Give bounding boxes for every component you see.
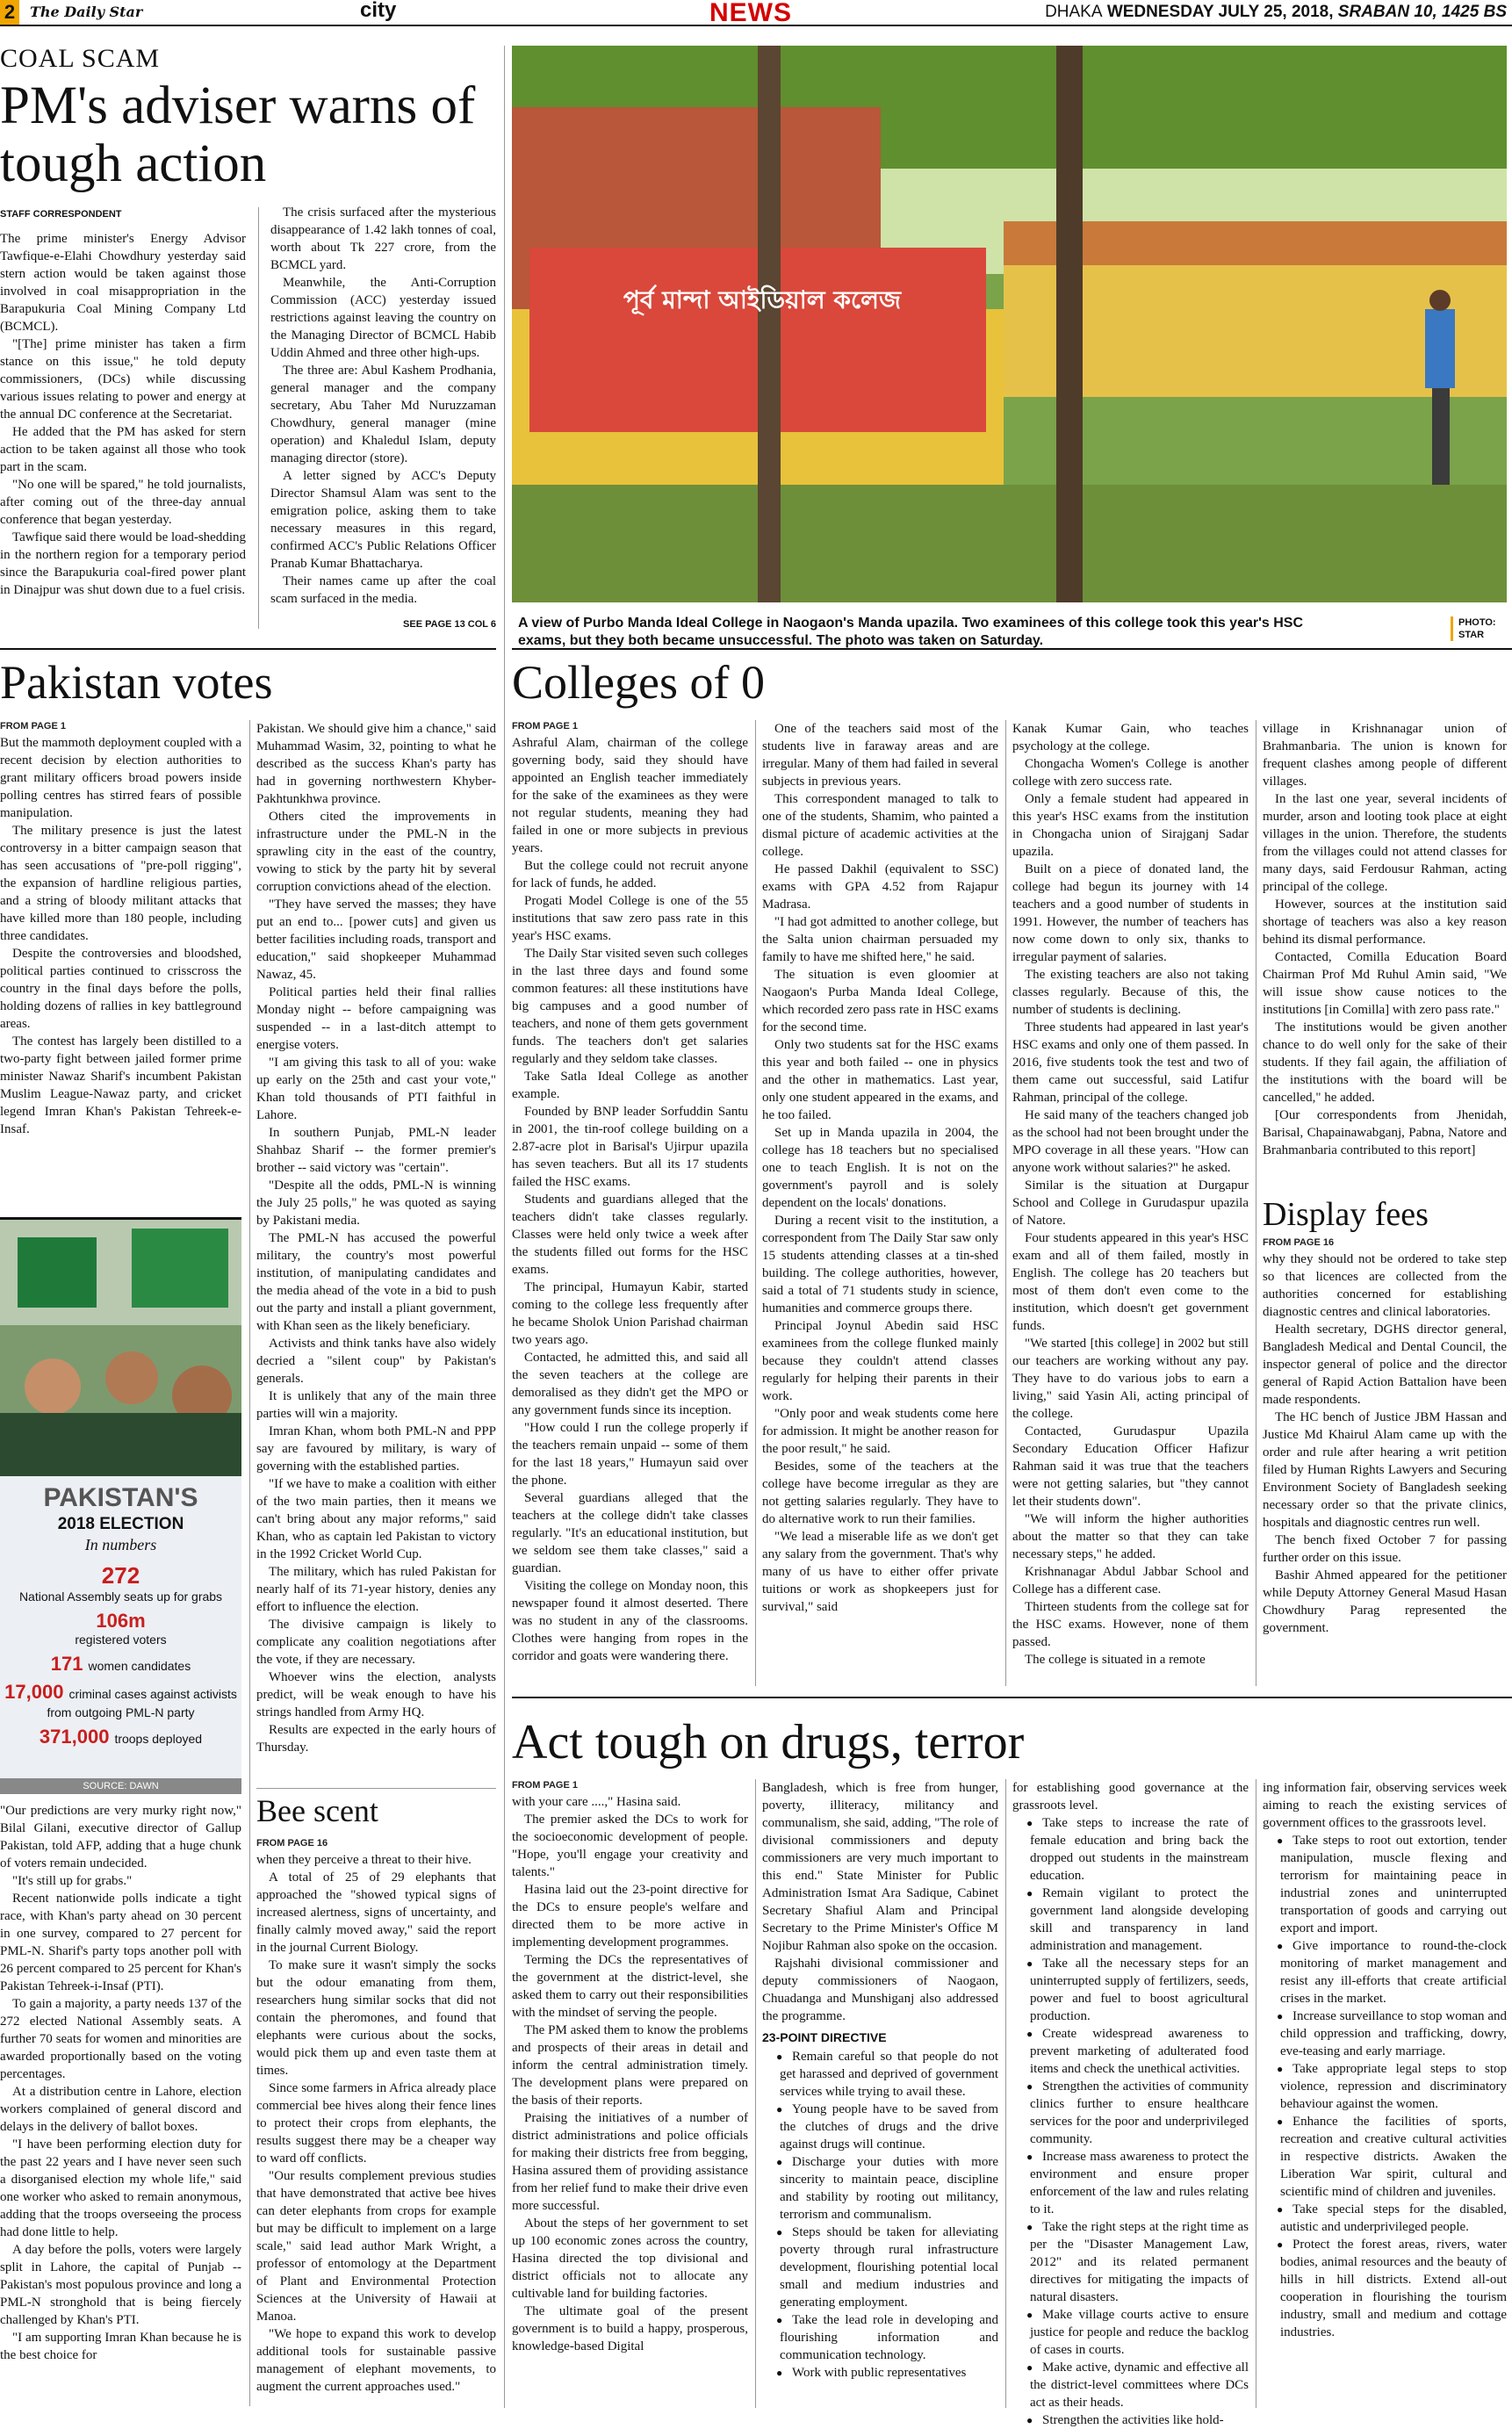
paragraph: Others cited the improvements in infrastructure under the PML-N in the sprawling city in the east of the country, vowing to stick by the party hit by several corruption convictions ahead of the election.: [256, 810, 496, 894]
paragraph: "Our predictions are very murky right now," Bilal Gilani, executive director of Gallup Pakistan, told AFP, adding that a huge chunk of voters remain undecided.: [0, 1804, 241, 1870]
paragraph: Their names came up after the coal scam surfaced in the media.: [270, 574, 496, 606]
paragraph: Tawfique said there would be load-shedding in the northern region for a temporary period since the Barapukuria coal-fired power plant in Dinajpur was shut down due to a fuel crisis.: [0, 530, 246, 597]
photo-credit-source: STAR: [1458, 630, 1485, 640]
infobox-stat: [0, 1681, 241, 1720]
paragraph: Hasina laid out the 23-point directive for the DCs to ensure people's welfare and directed them to be more active in implementing development programmes.: [512, 1883, 748, 1950]
directive-bullet: ● Enhance the facilities of sports, recreation and creative cultural activities in respective districts. Awaken the Liberation War spirit, cultural and scientific mind of children and juveniles.: [1263, 2113, 1507, 2201]
paragraph: "We hope to expand this work to develop additional tools for sustainable passive management of elephant movements, to augment the current approaches used.": [256, 2327, 496, 2394]
dateline-bangla: SRABAN 10, 1425 BS: [1337, 3, 1507, 21]
paragraph: Recent nationwide polls indicate a tight race, with Khan's party ahead on 30 percent in one survey, compared to 27 percent for PML-N. Sharif's party tops another poll with 26 percent compared to 25 percent for Khan's Pakistan Tehreek-i-Insaf (PTI).: [0, 1892, 241, 1993]
paragraph: Chongacha Women's College is another college with zero success rate.: [1012, 757, 1249, 789]
dateline-city: DHAKA: [1045, 3, 1103, 21]
paragraph: Similar is the situation at Durgapur School and College in Gurudaspur upazila of Natore.: [1012, 1178, 1249, 1228]
paragraph: "It's still up for grabs.": [12, 1874, 133, 1888]
paragraph: Principal Joynul Abedin said HSC examinees from the college flunked mainly because they couldn't attend classes regularly for helping their parents in their work.: [762, 1319, 998, 1403]
drugs-from: FROM PAGE 1: [512, 1780, 578, 1791]
paragraph: Students and guardians alleged that the teachers didn't take classes regularly. Classes were held only twice a week after the students filled out forms for the HSC exams.: [512, 1193, 748, 1277]
paragraph: But the college could not recruit anyone for lack of funds, he added.: [512, 859, 748, 890]
colleges-from: FROM PAGE 1: [512, 721, 578, 732]
colleges-column-4: [1263, 720, 1507, 1194]
fees-headline: Display fees: [1263, 1196, 1429, 1233]
paragraph: To make sure it wasn't simply the socks but the odour emanating from them, researchers hung similar socks that did not contain the pheromones, and found that elephants were curious about the socks, would pick them up and even taste them at times.: [256, 1958, 496, 2078]
paragraph: Ashraful Alam, chairman of the college governing body, said they should have appointed an English teacher immediately for the sake of the examinees as they were not regular students, meaning they had failed in one or more subjects in previous years.: [512, 736, 748, 855]
paragraph: Pakistan. We should give him a chance," said Muhammad Wasim, 32, pointing to what he described as the success Khan's party has had in governing northwestern Khyber-Pakhtunkhwa province.: [256, 722, 496, 806]
paragraph: At a distribution centre in Lahore, election workers complained of general discord and delays in the delivery of ballot boxes.: [0, 2085, 241, 2134]
paragraph: Bashir Ahmed appeared for the petitioner while Deputy Attorney General Masud Hasan Chowdhury Parag represented the government.: [1263, 1568, 1507, 1635]
dateline-date: WEDNESDAY JULY 25, 2018,: [1106, 3, 1334, 21]
paragraph: The bench fixed October 7 for passing further order on this issue.: [1263, 1533, 1507, 1565]
paragraph: [Our correspondents from Jhenidah, Barisal, Chapainawabganj, Pabna, Natore and Brahmanbaria contributed to this report]: [1263, 1108, 1507, 1157]
paragraph: "[The] prime minister has taken a firm stance on this issue," he told deputy commissioners, (DCs) while discussing various issues relating to power and energy at the annual DC conference at the Secretariat.: [0, 337, 246, 422]
paragraph: The Daily Star visited seven such colleges in the last three days and found some common features: all these institutions have big campuses and a good number of teachers, and none of them gets government funds. The teachers don't get salaries regularly and they seldom take classes.: [512, 947, 748, 1066]
college-sign-text: পূর্ব মান্দা আইডিয়াল কলেজ: [623, 285, 902, 314]
paragraph: The military presence is just the latest controversy in a bitter campaign season that has seen accusations of "pre-poll rigging", the expansion of hardline religious parties, and a string of bloody militant attacks that have killed more than 180 people, including three candidates.: [0, 824, 241, 943]
directive-bullet: ● Increase surveillance to stop woman and child oppression and trafficking, dowry, eve-teasing and early marriage.: [1263, 2007, 1507, 2060]
directive-bullet: ● Increase mass awareness to protect the environment and ensure proper enforcement of the law and rules relating to it.: [1012, 2148, 1249, 2218]
paragraph: The premier asked the DCs to work for the socioeconomic development of people. "Hope, you'll engage your creativity and talents.": [512, 1813, 748, 1879]
directive-bullet: ● Work with public representatives: [762, 2364, 998, 2382]
stat-label: criminal cases against activists from outgoing PML-N party: [47, 1687, 237, 1719]
college-photo-illustration: [512, 46, 1507, 602]
paragraph: Contacted, Gurudaspur Upazila Secondary Education Officer Hafizur Rahman said it was true that the teachers were not getting salaries, but "they cannot let their students down".: [1012, 1424, 1249, 1509]
directive-bullet: ● Make village courts active to ensure justice for people and reduce the backlog of cases in courts.: [1012, 2306, 1249, 2359]
directive-bullet: ● Young people have to be saved from the clutches of drugs and the drive against drugs will continue.: [762, 2101, 998, 2153]
stat-value: 272: [101, 1562, 140, 1589]
infobox-photo: [0, 1220, 241, 1476]
paragraph: The situation is even gloomier at Naogaon's Purba Manda Ideal College, which recorded zero pass rate in HSC exams for the second time.: [762, 968, 998, 1034]
paragraph: Political parties held their final rallies Monday night -- before campaigning was suspended -- in a last-ditch attempt to energise voters.: [256, 985, 496, 1052]
infobox-title: PAKISTAN'S: [43, 1483, 198, 1512]
paragraph: Set up in Manda upazila in 2004, the college has 18 teachers but no specialised one to teach English. It is not on the government's payroll and is solely dependent on the locals' donations.: [762, 1126, 998, 1210]
paragraph: This correspondent managed to talk to one of the students, Shamim, who painted a dismal picture of academic activities at the college.: [762, 792, 998, 859]
paragraph: The institutions would be given another chance to do well only for the sake of their students. If they fail again, the affiliation of the institutions with the board will be cancelled," he added.: [1263, 1020, 1507, 1105]
paragraph: Four students appeared in this year's HSC exam and all of them failed, mostly in English. The college has 20 teachers but most of them don't even come to the institution, which doesn't get government funds.: [1012, 1231, 1249, 1333]
stat-value: 106m: [96, 1610, 146, 1632]
paragraph: Rajshahi divisional commissioner and deputy commissioners of Naogaon, Chuadanga and Munshiganj also addressed the programme.: [762, 1957, 998, 2023]
paragraph: why they should not be ordered to take step so that licences are collected from the authorities concerned for establishing diagnostic centres and clinical laboratories.: [1263, 1252, 1507, 1319]
paragraph: The principal, Humayun Kabir, started coming to the college less frequently after he became Sholok Union Parishad chairman two years ago.: [512, 1280, 748, 1347]
paragraph: Whoever wins the election, analysts predict, will be weak enough to have his strings handled from Army HQ.: [256, 1670, 496, 1719]
infobox-in-numbers: In numbers: [84, 1536, 157, 1553]
directive-bullet: ● Take special steps for the disabled, autistic and underprivileged people.: [1263, 2201, 1507, 2236]
paragraph: Activists and think tanks have also widely decried a "silent coup" by Pakistan's generals.: [256, 1337, 496, 1386]
paragraph: Kanak Kumar Gain, who teaches psychology at the college.: [1012, 722, 1249, 753]
colleges-column-1: [512, 734, 748, 1690]
paragraph: Thirteen students from the college sat for the HSC exams. However, none of them passed.: [1012, 1600, 1249, 1649]
paragraph: Health secretary, DGHS director general, Bangladesh Medical and Dental Council, the inspector general of police and the director general of Rapid Action Battalion have been made respondents.: [1263, 1323, 1507, 1407]
paragraph: "If we have to make a coalition with either of the two main parties, then it means we can't bring about any major reforms," said Khan, who as captain led Pakistan to victory in the 1992 Cricket World Cup.: [256, 1477, 496, 1561]
paragraph: In southern Punjab, PML-N leader Shahbaz Sharif -- the former premier's brother -- said victory was "certain".: [256, 1126, 496, 1175]
paragraph: Krishnanagar Abdul Jabbar School and College has a different case.: [1012, 1565, 1249, 1597]
directive-bullet: ● Take the lead role in developing and flourishing information and communication technology.: [762, 2311, 998, 2364]
paragraph: Despite the controversies and bloodshed, political parties continued to crisscross the country in the final days before the polls, holding dozens of rallies in key battleground areas.: [0, 947, 241, 1031]
photo-caption: A view of Purbo Manda Ideal College in Naogaon's Manda upazila. Two examinees of this college took this year's HSC exams, but they both became unsuccessful. The photo was taken on Saturday.: [518, 616, 1304, 648]
directive-bullet: ● Remain careful so that people do not get harassed and deprived of government services while trying to avail these.: [762, 2048, 998, 2101]
stat-value: 171: [50, 1653, 83, 1675]
paragraph: "I had got admitted to another college, but the Salta union chairman persuaded my family to have me shifted here," he said.: [762, 915, 998, 964]
directive-bullet: ● Protect the forest areas, rivers, water bodies, animal resources and the beauty of hills in hill districts. Extend all-out cooperation in flourishing the tourism industry, small and medium and cottage industries.: [1263, 2236, 1507, 2341]
paragraph: Bangladesh, which is free from hunger, poverty, illiteracy, militancy and communalism, she said, adding, "The role of divisional commissioners and deputy commissioners are very much important to this end." State Minister for Public Administration Ismat Ara Sadique, Cabinet Secretary Shafiul Alam and Principal Secretary to the Prime Minister's Office M Nojibur Rahman also spoke on the occasion.: [762, 1781, 998, 1953]
coal-column-1: [0, 230, 246, 634]
coal-headline: PM's adviser warns of tough action: [0, 76, 476, 193]
paragraph: ing information fair, observing services week aiming to reach the existing services of government offices to the grassroots level.: [1263, 1781, 1507, 1830]
drugs-column-2: [762, 1779, 998, 2413]
colleges-column-2: [762, 720, 998, 1690]
stat-label: troops deployed: [114, 1732, 203, 1746]
infobox-stat: [0, 1726, 241, 1748]
coal-jump[interactable]: SEE PAGE 13 COL 6: [403, 619, 496, 630]
election-infobox: [0, 1217, 241, 1791]
paragraph: The college is situated in a remote: [1025, 1653, 1206, 1667]
pakistan-column-2: [256, 720, 496, 1786]
paragraph: Terming the DCs the representatives of the government at the district-level, she asked them to carry out their responsibilities with the mindset of serving the people.: [512, 1953, 748, 2020]
paragraph: A day before the polls, voters were largely split in Lahore, the capital of Punjab -- Pakistan's most populous province and long a PML-N stronghold that is being fiercely challenged by Khan's PTI.: [0, 2243, 241, 2327]
paragraph: A total of 25 of 29 elephants that approached the "showed typical signs of increased alertness, signs of uncertainty, and finally calmly moved away," said the report in the journal Current Biology.: [256, 1870, 496, 1955]
paragraph: "We lead a miserable life as we don't get any salary from the government. That's why many of us have to either offer private tuitions or work as shopkeepers just for survival," said: [762, 1530, 998, 1614]
section-city: city: [360, 0, 397, 22]
stat-value: 17,000: [4, 1681, 64, 1703]
paragraph: "I am supporting Imran Khan because he is the best choice for: [0, 2331, 241, 2362]
stat-value: 371,000: [39, 1726, 110, 1748]
coal-column-2: [270, 204, 496, 616]
paragraph: He said many of the teachers changed job as the school had not been brought under the MPO coverage in all these years. "How can anyone work without salaries?" he asked.: [1012, 1108, 1249, 1175]
paragraph: A letter signed by ACC's Deputy Director Shamsul Alam was sent to the emigration police, asking them to take necessary measures in this regard, confirmed ACC's Public Relations Officer Pranab Kumar Bhattacharya.: [270, 469, 496, 571]
paragraph: The existing teachers are also not taking classes regularly. Because of this, the number of students is declining.: [1012, 968, 1249, 1017]
infobox-stat: [0, 1610, 241, 1647]
paragraph: Built on a piece of donated land, the college had begun its journey with 14 teachers and a good number of students in 1991. However, the number of teachers has now come down to only six, thanks to irregular payment of salaries.: [1012, 862, 1249, 964]
pakistan-headline: Pakistan votes: [0, 656, 273, 709]
paragraph: village in Krishnanagar union of Brahmanbaria. The union is known for frequent clashes among people of different villages.: [1263, 722, 1507, 789]
paragraph: Several guardians alleged that the teachers at the college didn't take classes regularly. "It's an educational institution, but we seldom see them take classes," said a guardian.: [512, 1491, 748, 1575]
paragraph: "I am giving this task to all of you: wake up early on the 25th and cast your vote," Khan told thousands of PTI faithful in Lahore.: [256, 1056, 496, 1122]
pakistan-column-1: [0, 734, 241, 1217]
paragraph: Results are expected in the early hours of Thursday.: [256, 1723, 496, 1755]
drugs-column-1: [512, 1793, 748, 2413]
masthead: [0, 0, 1512, 26]
paragraph: Besides, some of the teachers at the college have become irregular as they are not getting salaries regularly. They have to do alternative work to run their families.: [762, 1460, 998, 1526]
page-number: 2: [0, 0, 19, 25]
directive-bullet: ● Take the right steps at the right time as per the "Disaster Management Law, 2012" and its related permanent directives for mitigating the impacts of natural disasters.: [1012, 2218, 1249, 2306]
paragraph: But the mammoth deployment coupled with a recent decision by election authorities to grant military officers broad powers inside polling centres has stirred fears of possible manipulation.: [0, 736, 241, 820]
paragraph: when they perceive a threat to their hive.: [256, 1853, 472, 1867]
directive-bullet: ● Steps should be taken for alleviating poverty through rural infrastructure development, flourishing potential local small and medium industries and generating employment.: [762, 2224, 998, 2311]
paragraph: for establishing good governance at the grassroots level.: [1012, 1781, 1249, 1813]
section-news: NEWS: [709, 0, 792, 27]
infobox-subtitle: 2018 ELECTION: [57, 1515, 184, 1533]
drugs-column-3: [1012, 1779, 1249, 2427]
paragraph: About the steps of her government to set up 100 economic zones across the country, Hasina directed the top divisional and district officials not to allocate any cultivable land for building factories.: [512, 2216, 748, 2301]
drugs-headline: Act tough on drugs, terror: [512, 1715, 1025, 1769]
directive-bullet: ● Strengthen the activities of community clinics further to ensure healthcare services for the poor and underprivileged community.: [1012, 2078, 1249, 2148]
photo-credit-label: PHOTO:: [1458, 617, 1496, 628]
infobox-stat: [0, 1562, 241, 1604]
paragraph: The prime minister's Energy Advisor Tawfique-e-Elahi Chowdhury yesterday said stern action would be taken against those involved in coal misappropriation in the Barapukuria Coal Mining Company Ltd (BCMCL).: [0, 232, 246, 334]
paragraph: He passed Dakhil (equivalent to SSC) exams with GPA 4.52 from Rajapur Madrasa.: [762, 862, 998, 912]
pakistan-column-1-lower: [0, 1802, 241, 2413]
paragraph: He added that the PM has asked for stern action to be taken against all those who took part in the scam.: [0, 425, 246, 474]
directive-subhead: 23-POINT DIRECTIVE: [762, 2030, 887, 2044]
directive-bullet: ● Take steps to root out extortion, tender manipulation, muscle flexing and terrorism for maintaining peace in industrial zones and uninterrupted transportation of goods and carrying out export and import.: [1263, 1832, 1507, 1937]
paragraph: Praising the initiatives of a number of district administrations and police officials for making their districts free from begging, Hasina assured them of providing assistance from her relief fund to make their drive even more successful.: [512, 2111, 748, 2213]
paragraph: The crisis surfaced after the mysterious disappearance of 1.42 lakh tonnes of coal, worth about Tk 227 crore, from the BCMCL yard.: [270, 205, 496, 272]
fees-column: [1263, 1251, 1507, 1690]
paragraph: The military, which has ruled Pakistan for nearly half of its 71-year history, denies any effort to influence the election.: [256, 1565, 496, 1614]
paragraph: The three are: Abul Kashem Prodhania, general manager and the company secretary, Abu Taher Md Nuruzzaman Chowdhury, general manager (mine operation) and Khaledul Islam, deputy managing director (store).: [270, 364, 496, 465]
paragraph: The ultimate goal of the present government is to build a happy, prosperous, knowledge-based Digital: [512, 2304, 748, 2353]
paragraph: The PM asked them to know the problems and prospects of their areas in detail and inform the central administration timely. The development plans were prepared on the basis of their reports.: [512, 2023, 748, 2108]
pakistan-from: FROM PAGE 1: [0, 721, 66, 732]
paragraph: "We will inform the higher authorities about the matter so that they can take necessary steps," he added.: [1012, 1512, 1249, 1561]
coal-byline: STAFF CORRESPONDENT: [0, 209, 122, 220]
directive-bullet: ● Strengthen the activities like hold-: [1012, 2411, 1249, 2429]
paragraph: However, sources at the institution said shortage of teachers was also a key reason behind its dismal performance.: [1263, 897, 1507, 947]
directive-bullet: ● Make active, dynamic and effective all the district-level committees where DCs act as their heads.: [1012, 2359, 1249, 2411]
directive-bullet: ● Give importance to round-the-clock monitoring of market management and resist any ill-efforts that create artificial crises in the market.: [1263, 1937, 1507, 2007]
infobox-stat: [0, 1653, 241, 1676]
paragraph: Contacted, he admitted this, and said all the seven teachers at the college are demoralised as they didn't get the MPO or any government funds since its inception.: [512, 1351, 748, 1417]
paragraph: One of the teachers said most of the students live in faraway areas and are irregular. Many of them had failed in several subjects in previous years.: [762, 722, 998, 789]
paragraph: "No one will be spared," he told journalists, after coming out of the three-day annual conference that began yesterday.: [0, 478, 246, 527]
infobox-source: SOURCE: DAWN: [0, 1778, 241, 1794]
paragraph: "Despite all the odds, PML-N is winning the July 25 polls," he was quoted as saying by Pakistani media.: [256, 1178, 496, 1228]
paragraph: Three students had appeared in last year's HSC exams and only one of them passed. In 2016, five students took the test and two of them came out successful, said Latifur Rahman, principal of the college.: [1012, 1020, 1249, 1105]
bee-column: [256, 1851, 496, 2413]
paragraph: Imran Khan, whom both PML-N and PPP say are favoured by military, is wary of governing with the established parties.: [256, 1424, 496, 1474]
stat-label: National Assembly seats up for grabs: [18, 1589, 223, 1604]
bee-headline: Bee scent: [256, 1793, 378, 1828]
directive-bullet: ● Discharge your duties with more sincerity to maintain peace, discipline and stability by rooting out militancy, terrorism and communalism.: [762, 2153, 998, 2224]
bee-from: FROM PAGE 16: [256, 1838, 328, 1849]
paragraph: During a recent visit to the institution, a correspondent from The Daily Star saw only 15 students attending classes at a tin-shed building. The college authorities, however, said a total of 71 students study in science, humanities and commerce groups there.: [762, 1214, 998, 1315]
paper-name: The Daily Star: [30, 4, 143, 20]
paragraph: Contacted, Comilla Education Board Chairman Prof Md Ruhul Amin said, "We will issue show cause notices to the institutions [in Comilla] with zero pass rate.": [1263, 950, 1507, 1017]
directive-bullet: ● Take steps to increase the rate of female education and bring back the dropped out students in the mainstream education.: [1012, 1814, 1249, 1885]
paragraph: The divisive campaign is likely to complicate any coalition negotiations after the vote, if they are necessary.: [256, 1618, 496, 1667]
paragraph: "We started [this college] in 2002 but still our teachers are working without any pay. They have to do various jobs to earn a living," said Yasin Ali, acting principal of the college.: [1012, 1337, 1249, 1421]
directive-bullet: ● Remain vigilant to protect the government land alongside developing skill and transparency in land administration and management.: [1012, 1885, 1249, 1955]
paragraph: Meanwhile, the Anti-Corruption Commission (ACC) yesterday issued restrictions against leaving the country on the Managing Director of BCMCL Habib Uddin Ahmed and three other high-ups.: [270, 276, 496, 360]
paragraph: It is unlikely that any of the main three parties will win a majority.: [256, 1389, 496, 1421]
paragraph: "How could I run the college properly if the teachers remain unpaid -- some of them for the last 18 years," Humayun said over the phone.: [512, 1421, 748, 1488]
paragraph: To gain a majority, a party needs 137 of the 272 elected National Assembly seats. A further 70 seats for women and minorities are awarded proportionally based on the voting percentages.: [0, 1997, 241, 2081]
photo-credit: [1451, 616, 1496, 641]
directive-bullet: ● Take all the necessary steps for an uninterrupted supply of fertilizers, seeds, power and fuel to boost agricultural production.: [1012, 1955, 1249, 2025]
colleges-column-3: [1012, 720, 1249, 1690]
paragraph: In the last one year, several incidents of murder, arson and looting took place at eight villages in the union. Therefore, the students from the villages could not attend classes for many days, said Ferdousur Rahman, acting principal of the college.: [1263, 792, 1507, 894]
directive-bullet: ● Create widespread awareness to prevent marketing of adulterated food items and check the unethical activities.: [1012, 2025, 1249, 2078]
paragraph: "Our results complement previous studies that have demonstrated that active bee hives can deter elephants from crops for example but may be difficult to implement on a large scale," said lead author Mark Wright, a professor of entomology at the Department of Plant and Environmental Protection Sciences at the University of Hawaii at Manoa.: [256, 2169, 496, 2324]
college-photo: [512, 46, 1507, 602]
dateline: [1045, 3, 1507, 22]
fees-from: FROM PAGE 16: [1263, 1237, 1335, 1248]
paragraph: Founded by BNP leader Sorfuddin Santu in 2001, the tin-roof college building on a 2.87-acre plot in Barisal's Ujirpur upazila has seven teachers. But all its 17 students failed the HSC exams.: [512, 1105, 748, 1189]
paragraph: Since some farmers in Africa already place commercial bee hives along their fence lines to protect their crops from elephants, the results suggest there may be a cheaper way to ward off conflicts.: [256, 2081, 496, 2166]
paragraph: Progati Model College is one of the 55 institutions that saw zero pass rate in this year's HSC exams.: [512, 894, 748, 943]
paragraph: Visiting the college on Monday noon, this newspaper found it almost deserted. There was no student in any of the classrooms. Clothes were hanging from ropes in the corridor and goats were wandering there.: [512, 1579, 748, 1663]
paragraph: with your care ....," Hasina said.: [512, 1795, 681, 1809]
paragraph: The PML-N has accused the powerful military, the country's most powerful institution, of manipulating candidates and the media ahead of the vote in a bid to push out the party and install a pliant government, with Khan seen as the likely beneficiary.: [256, 1231, 496, 1333]
colleges-headline: Colleges of 0: [512, 656, 765, 709]
directive-bullet: ● Take appropriate legal steps to stop violence, repression and discriminatory behaviour against the women.: [1263, 2060, 1507, 2113]
coal-kicker: COAL SCAM: [0, 44, 161, 73]
paragraph: Only two students sat for the HSC exams this year and both failed -- one in physics and the other in mathematics. Last year, only one student appeared in the exams, and he too failed.: [762, 1038, 998, 1122]
paragraph: The contest has largely been distilled to a two-party fight between jailed former prime minister Nawaz Sharif's incumbent Pakistan Muslim League-Nawaz party, and cricket legend Imran Khan's Pakistan Tehreek-e-Insaf.: [0, 1034, 241, 1136]
paragraph: Take Satla Ideal College as another example.: [512, 1070, 748, 1101]
paragraph: "I have been performing election duty for the past 22 years and I have never seen such a disorganised election my whole life," said one worker who asked to remain anonymous, adding that the troops overseeing the process had done little to help.: [0, 2137, 241, 2239]
paragraph: The HC bench of Justice JBM Hassan and Justice Md Khairul Alam came up with the order and rule after hearing a writ petition filed by Human Rights Lawyers and Securing Environment Society of Bangladesh seeking necessary order so that the private clinics, hospitals and diagnostic centres run well.: [1263, 1410, 1507, 1530]
stat-label: registered voters: [75, 1633, 167, 1647]
paragraph: Only a female student had appeared in this year's HSC exams from the institution in Chongacha union of Sirajganj Sadar upazila.: [1012, 792, 1249, 859]
paragraph: "Only poor and weak students come here for admission. It might be another reason for the poor result," he said.: [762, 1407, 998, 1456]
infobox-stats: [0, 1559, 241, 1754]
paragraph: "They have served the masses; they have put an end to... [power cuts] and given us better facilities including roads, transport and education," said shopkeeper Muhammad Nawaz, 45.: [256, 897, 496, 982]
drugs-column-4: [1263, 1779, 1507, 2413]
stat-label: women candidates: [88, 1659, 191, 1673]
